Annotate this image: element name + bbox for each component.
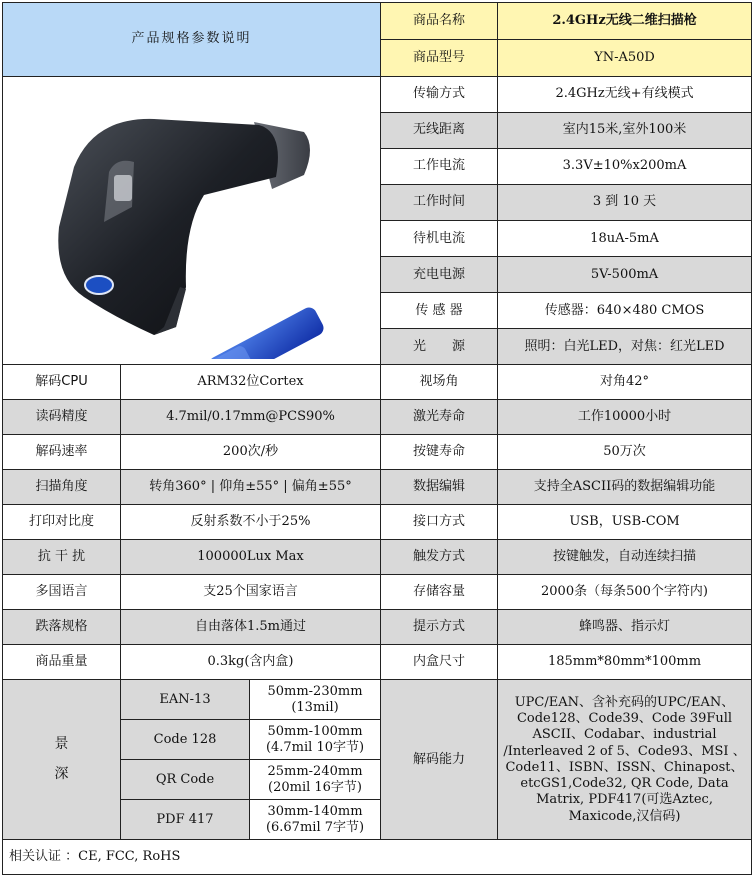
product-model-value: YN-A50D	[498, 40, 752, 77]
depth-range-value: 50mm-100mm	[267, 723, 363, 739]
spec-label: 解码速率	[3, 435, 121, 470]
spec-label: 激光寿命	[381, 400, 498, 435]
depth-range-value: 30mm-140mm	[267, 803, 363, 819]
spec-value: 185mm*80mm*100mm	[498, 645, 752, 680]
spec-sheet	[0, 2, 753, 886]
spec-label: 打印对比度	[3, 505, 121, 540]
spec-label: 无线距离	[381, 113, 498, 149]
spec-value: 2.4GHz无线+有线模式	[498, 77, 752, 113]
depth-range	[250, 760, 381, 800]
spec-value: 对角42°	[498, 365, 752, 400]
spec-label: 数据编辑	[381, 470, 498, 505]
depth-code: PDF 417	[121, 800, 250, 840]
spec-label: 接口方式	[381, 505, 498, 540]
depth-range-note: (20mil 16字节)	[268, 779, 363, 795]
spec-label: 提示方式	[381, 610, 498, 645]
depth-code: QR Code	[121, 760, 250, 800]
spec-label: 工作时间	[381, 185, 498, 221]
depth-range	[250, 720, 381, 760]
spec-label: 待机电流	[381, 221, 498, 257]
spec-value: 按键触发，自动连续扫描	[498, 540, 752, 575]
spec-value: 工作10000小时	[498, 400, 752, 435]
spec-label: 视场角	[381, 365, 498, 400]
spec-value: 50万次	[498, 435, 752, 470]
spec-table	[2, 2, 752, 875]
spec-value: 支25个国家语言	[121, 575, 381, 610]
depth-range	[250, 800, 381, 840]
spec-label: 读码精度	[3, 400, 121, 435]
depth-range-value: 50mm-230mm	[267, 683, 363, 699]
spec-label: 解码CPU	[3, 365, 121, 400]
spec-value: 3 到 10 天	[498, 185, 752, 221]
spec-label: 传输方式	[381, 77, 498, 113]
spec-value: 100000Lux Max	[121, 540, 381, 575]
depth-of-field-label	[3, 680, 121, 840]
product-image	[3, 77, 381, 365]
depth-code: Code 128	[121, 720, 250, 760]
product-name-value: 2.4GHz无线二维扫描枪	[498, 3, 752, 40]
spec-value: 传感器：640×480 CMOS	[498, 293, 752, 329]
spec-value: USB，USB-COM	[498, 505, 752, 540]
spec-label: 扫描角度	[3, 470, 121, 505]
depth-range-note: (4.7mil 10字节)	[265, 739, 365, 755]
page-title: 产品规格参数说明	[3, 3, 381, 77]
depth-code: EAN-13	[121, 680, 250, 720]
depth-label-1: 景	[54, 736, 69, 753]
spec-value: 2000条（每条500个字符内)	[498, 575, 752, 610]
spec-value: 200次/秒	[121, 435, 381, 470]
depth-range-value: 25mm-240mm	[267, 763, 363, 779]
decode-ability-value: UPC/EAN、含补充码的UPC/EAN、Code128、Code39、Code 39Full ASCII、Codabar、industrial /Interleaved 2 of 5、Code93、MSI 、Code11、ISBN、ISSN、Chinapost、etcGS1,Code32, QR Code, Data Matrix, PDF417(可选Aztec, Maxicode,汉信码)	[498, 680, 752, 840]
spec-label: 内盒尺寸	[381, 645, 498, 680]
spec-label: 多国语言	[3, 575, 121, 610]
depth-label-2: 深	[54, 765, 69, 782]
spec-label: 按键寿命	[381, 435, 498, 470]
spec-label: 触发方式	[381, 540, 498, 575]
spec-value: 3.3V±10%x200mA	[498, 149, 752, 185]
spec-value: 支持全ASCII码的数据编辑功能	[498, 470, 752, 505]
spec-label: 传 感 器	[381, 293, 498, 329]
depth-range	[250, 680, 381, 720]
spec-label: 跌落规格	[3, 610, 121, 645]
certifications: 相关认证 ：CE, FCC, RoHS	[3, 840, 752, 875]
spec-value: 转角360° | 仰角±55° | 偏角±55°	[121, 470, 381, 505]
depth-range-note: (13mil)	[291, 699, 339, 715]
spec-label: 商品重量	[3, 645, 121, 680]
depth-range-note: (6.67mil 7字节)	[265, 819, 365, 835]
spec-label: 工作电流	[381, 149, 498, 185]
spec-value: 蜂鸣器、指示灯	[498, 610, 752, 645]
spec-value: 室内15米,室外100米	[498, 113, 752, 149]
spec-label: 光 源	[381, 329, 498, 365]
spec-value: 照明：白光LED，对焦：红光LED	[498, 329, 752, 365]
spec-value: 反射系数不小于25%	[121, 505, 381, 540]
decode-ability-label: 解码能力	[381, 680, 498, 840]
spec-value: ARM32位Cortex	[121, 365, 381, 400]
barcode-scanner-image	[4, 77, 379, 359]
spec-label: 抗 干 扰	[3, 540, 121, 575]
spec-value: 4.7mil/0.17mm@PCS90%	[121, 400, 381, 435]
product-name-label: 商品名称	[381, 3, 498, 40]
spec-value: 5V-500mA	[498, 257, 752, 293]
spec-value: 0.3kg(含内盒)	[121, 645, 381, 680]
spec-value: 自由落体1.5m通过	[121, 610, 381, 645]
spec-label: 存储容量	[381, 575, 498, 610]
product-model-label: 商品型号	[381, 40, 498, 77]
spec-value: 18uA-5mA	[498, 221, 752, 257]
spec-label: 充电电源	[381, 257, 498, 293]
